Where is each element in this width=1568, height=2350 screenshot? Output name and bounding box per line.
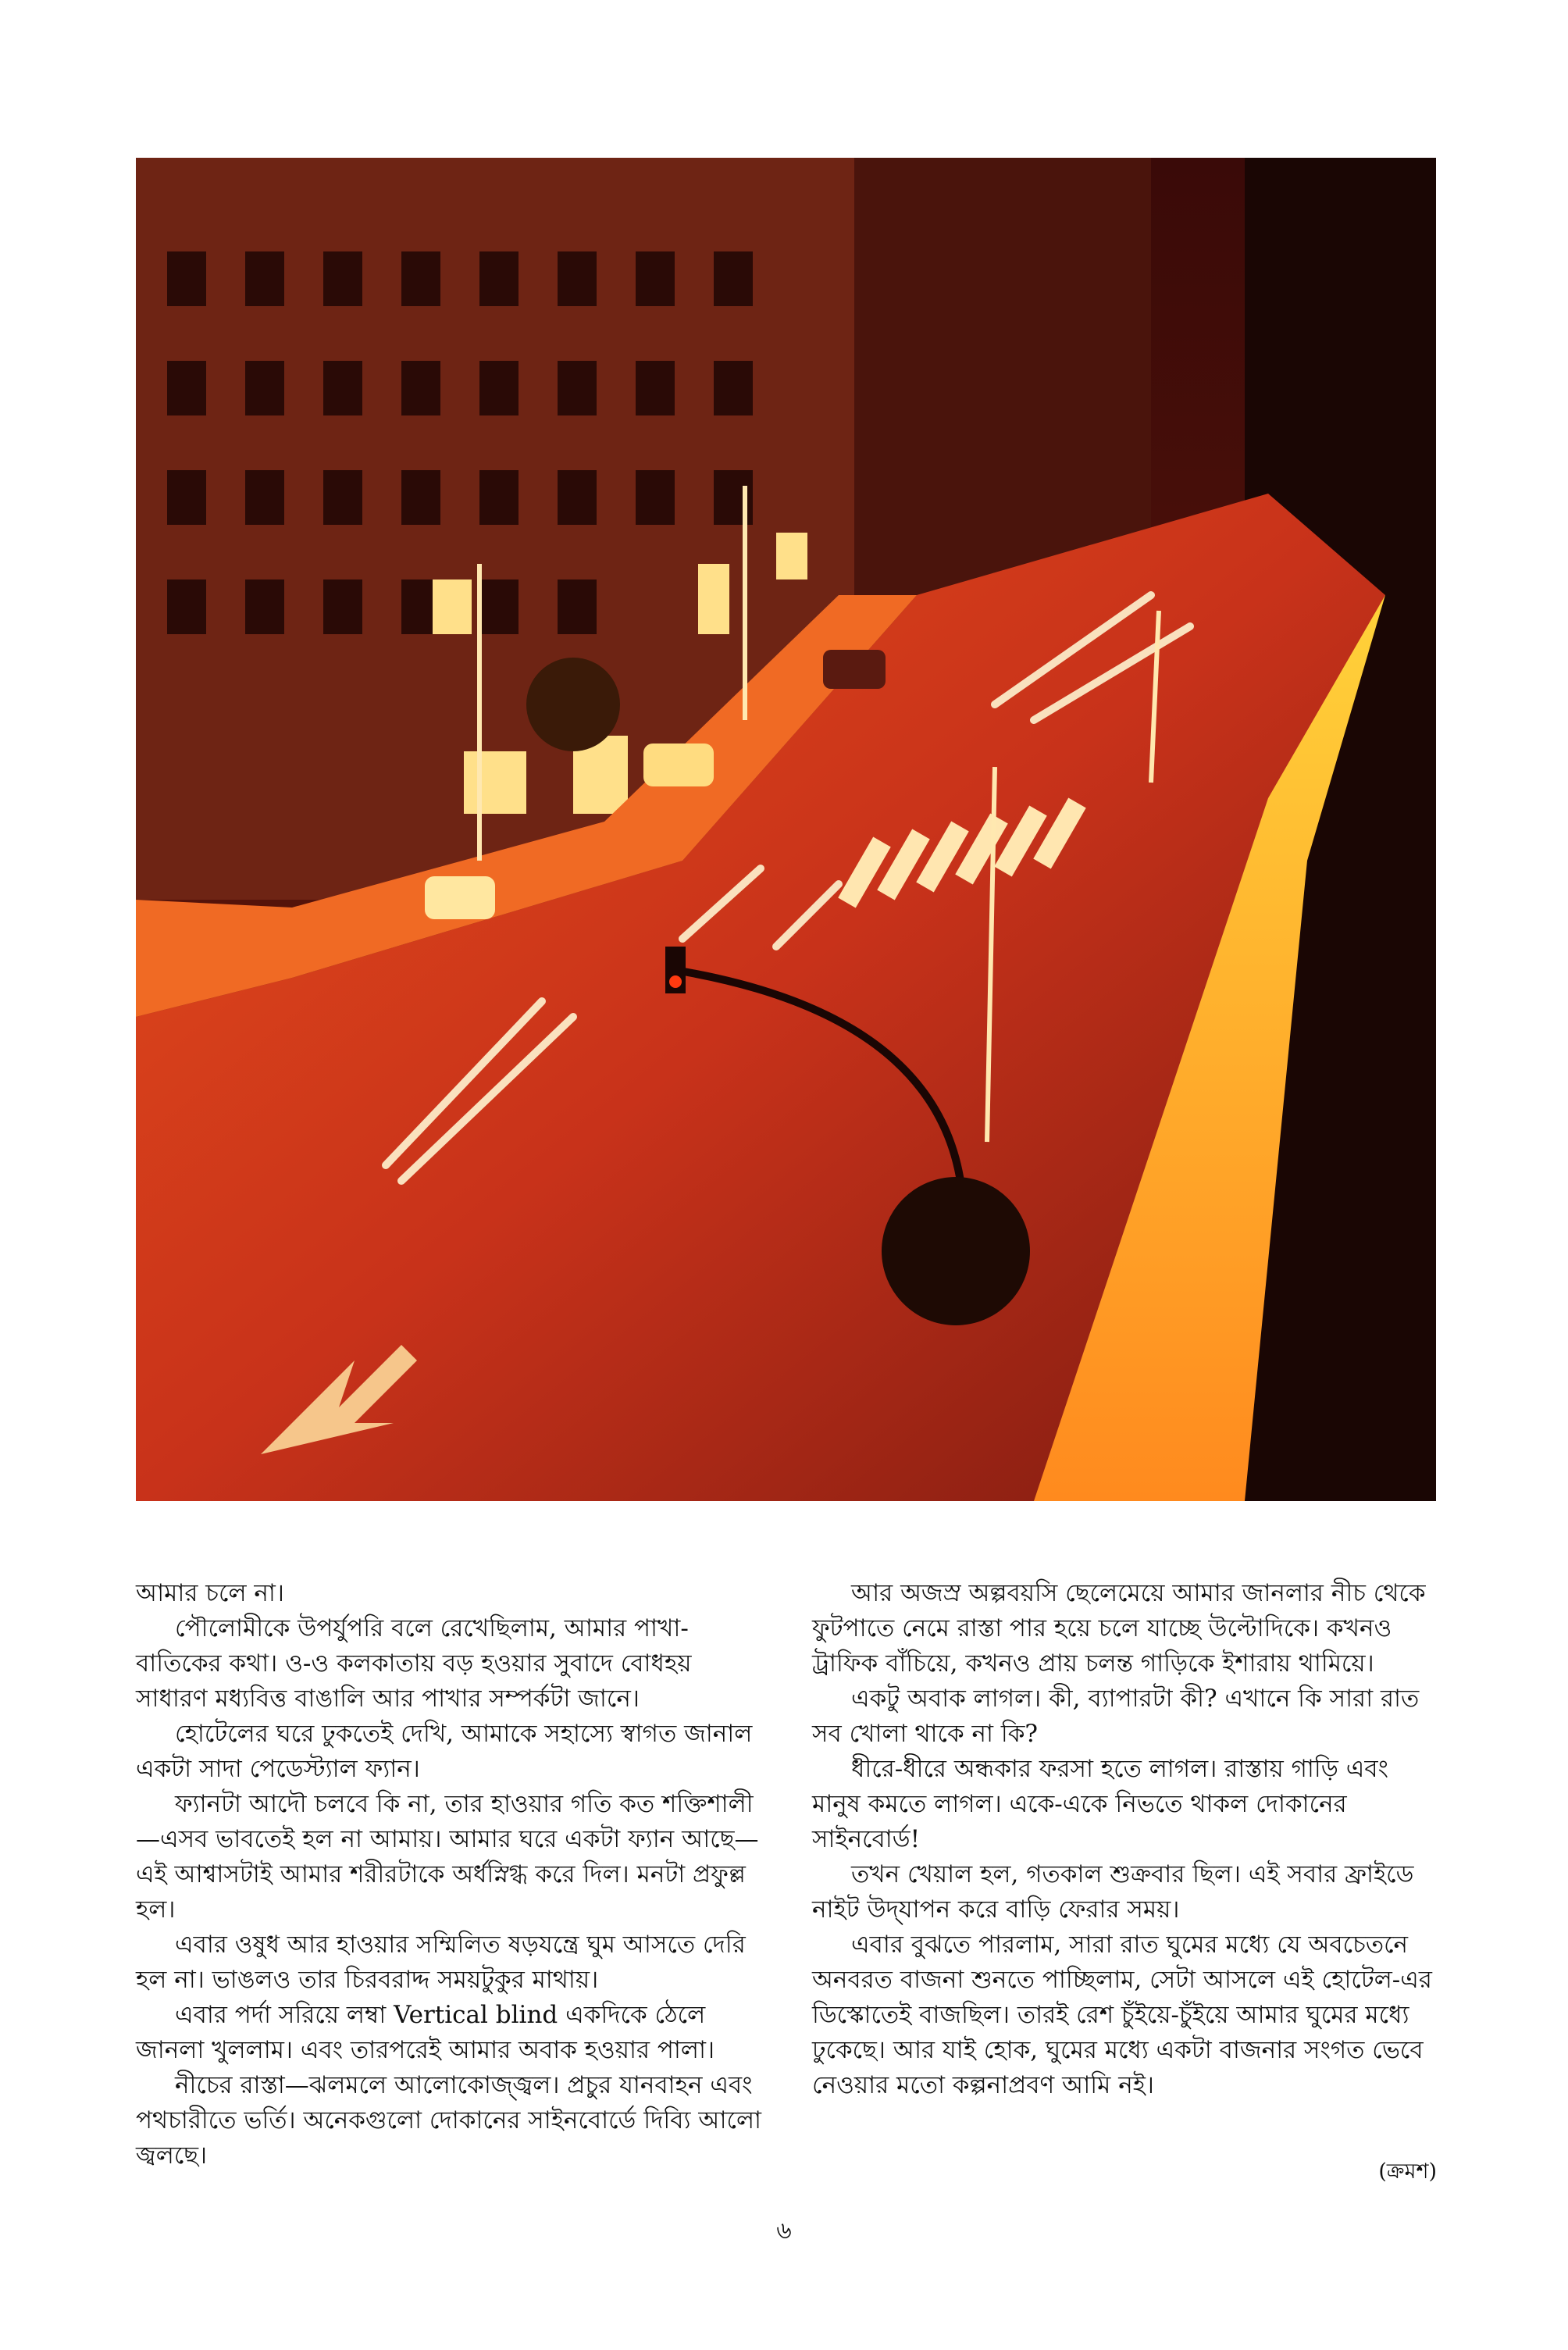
paragraph: এবার ওষুধ আর হাওয়ার সম্মিলিত ষড়যন্ত্রে ঘুম আসতে দেরি হল না। ভাঙলও তার চিরবরাদ্দ সময়টুকুর মাথায়। bbox=[136, 1931, 746, 1994]
paragraph: এবার পর্দা সরিয়ে লম্বা Vertical blind একদিকে ঠেলে জানলা খুললাম। এবং তারপরেই আমার অবাক হওয়ার পালা। bbox=[136, 2001, 715, 2064]
paragraph: ধীরে-ধীরে অন্ধকার ফরসা হতে লাগল। রাস্তায় গাড়ি এবং মানুষ কমতে লাগল। একে-একে নিভতে থাকল দোকানের সাইনবোর্ড! bbox=[812, 1755, 1388, 1853]
paragraph: আর অজস্র অল্পবয়সি ছেলেমেয়ে আমার জানলার নীচ থেকে ফুটপাতে নেমে রাস্তা পার হয়ে চলে যাচ্ছে উল্টোদিকে। কখনও ট্রাফিক বাঁচিয়ে, কখনও প্রায় চলন্ত গাড়িকে ইশারায় থামিয়ে। bbox=[812, 1579, 1426, 1678]
right-column bbox=[812, 1576, 1437, 2103]
night-street-photo bbox=[136, 158, 1436, 1501]
paragraph: পৌলোমীকে উপর্যুপরি বলে রেখেছিলাম, আমার পাখা-বাতিকের কথা। ও-ও কলকাতায় বড় হওয়ার সুবাদে বোধহয় সাধারণ মধ্যবিত্ত বাঙালি আর পাখার সম্পর্কটা জানে। bbox=[136, 1614, 692, 1713]
continued-label: (ক্রমশ) bbox=[1378, 2159, 1437, 2184]
paragraph: হোটেলের ঘরে ঢুকতেই দেখি, আমাকে সহাস্যে স্বাগত জানাল একটা সাদা পেডেস্ট্যাল ফ্যান। bbox=[136, 1720, 753, 1783]
left-column bbox=[136, 1576, 764, 2173]
page-number: ৬ bbox=[776, 2217, 792, 2245]
night-street-photo-icon bbox=[136, 158, 1436, 1501]
paragraph: নীচের রাস্তা—ঝলমলে আলোকোজ্জ্বল। প্রচুর যানবাহন এবং পথচারীতে ভর্তি। অনেকগুলো দোকানের সাইনবোর্ডে দিব্যি আলো জ্বলছে। bbox=[136, 2071, 762, 2170]
paragraph: তখন খেয়াল হল, গতকাল শুক্রবার ছিল। এই সবার ফ্রাইডে নাইট উদ্‌যাপন করে বাড়ি ফেরার সময়। bbox=[812, 1860, 1414, 1924]
paragraph: ফ্যানটা আদৌ চলবে কি না, তার হাওয়ার গতি কত শক্তিশালী—এসব ভাবতেই হল না আমায়। আমার ঘরে একটা ফ্যান আছে—এই আশ্বাসটাই আমার শরীরটাকে অর্ধস্নিগ্ধ করে দিল। মনটা প্রফুল্ল হল। bbox=[136, 1790, 759, 1924]
paragraph: আমার চলে না। bbox=[136, 1579, 284, 1607]
paragraph: এবার বুঝতে পারলাম, সারা রাত ঘুমের মধ্যে যে অবচেতনে অনবরত বাজনা শুনতে পাচ্ছিলাম, সেটা আসলে এই হোটেল-এর ডিস্কোতেই বাজছিল। তারই রেশ চুঁইয়ে-চুঁইয়ে আমার ঘুমের মধ্যে ঢুকেছে। আর যাই হোক, ঘুমের মধ্যে একটা বাজনার সংগত ভেবে নেওয়ার মতো কল্পনাপ্রবণ আমি নই। bbox=[812, 1931, 1432, 2099]
paragraph: একটু অবাক লাগল। কী, ব্যাপারটা কী? এখানে কি সারা রাত সব খোলা থাকে না কি? bbox=[812, 1685, 1420, 1748]
